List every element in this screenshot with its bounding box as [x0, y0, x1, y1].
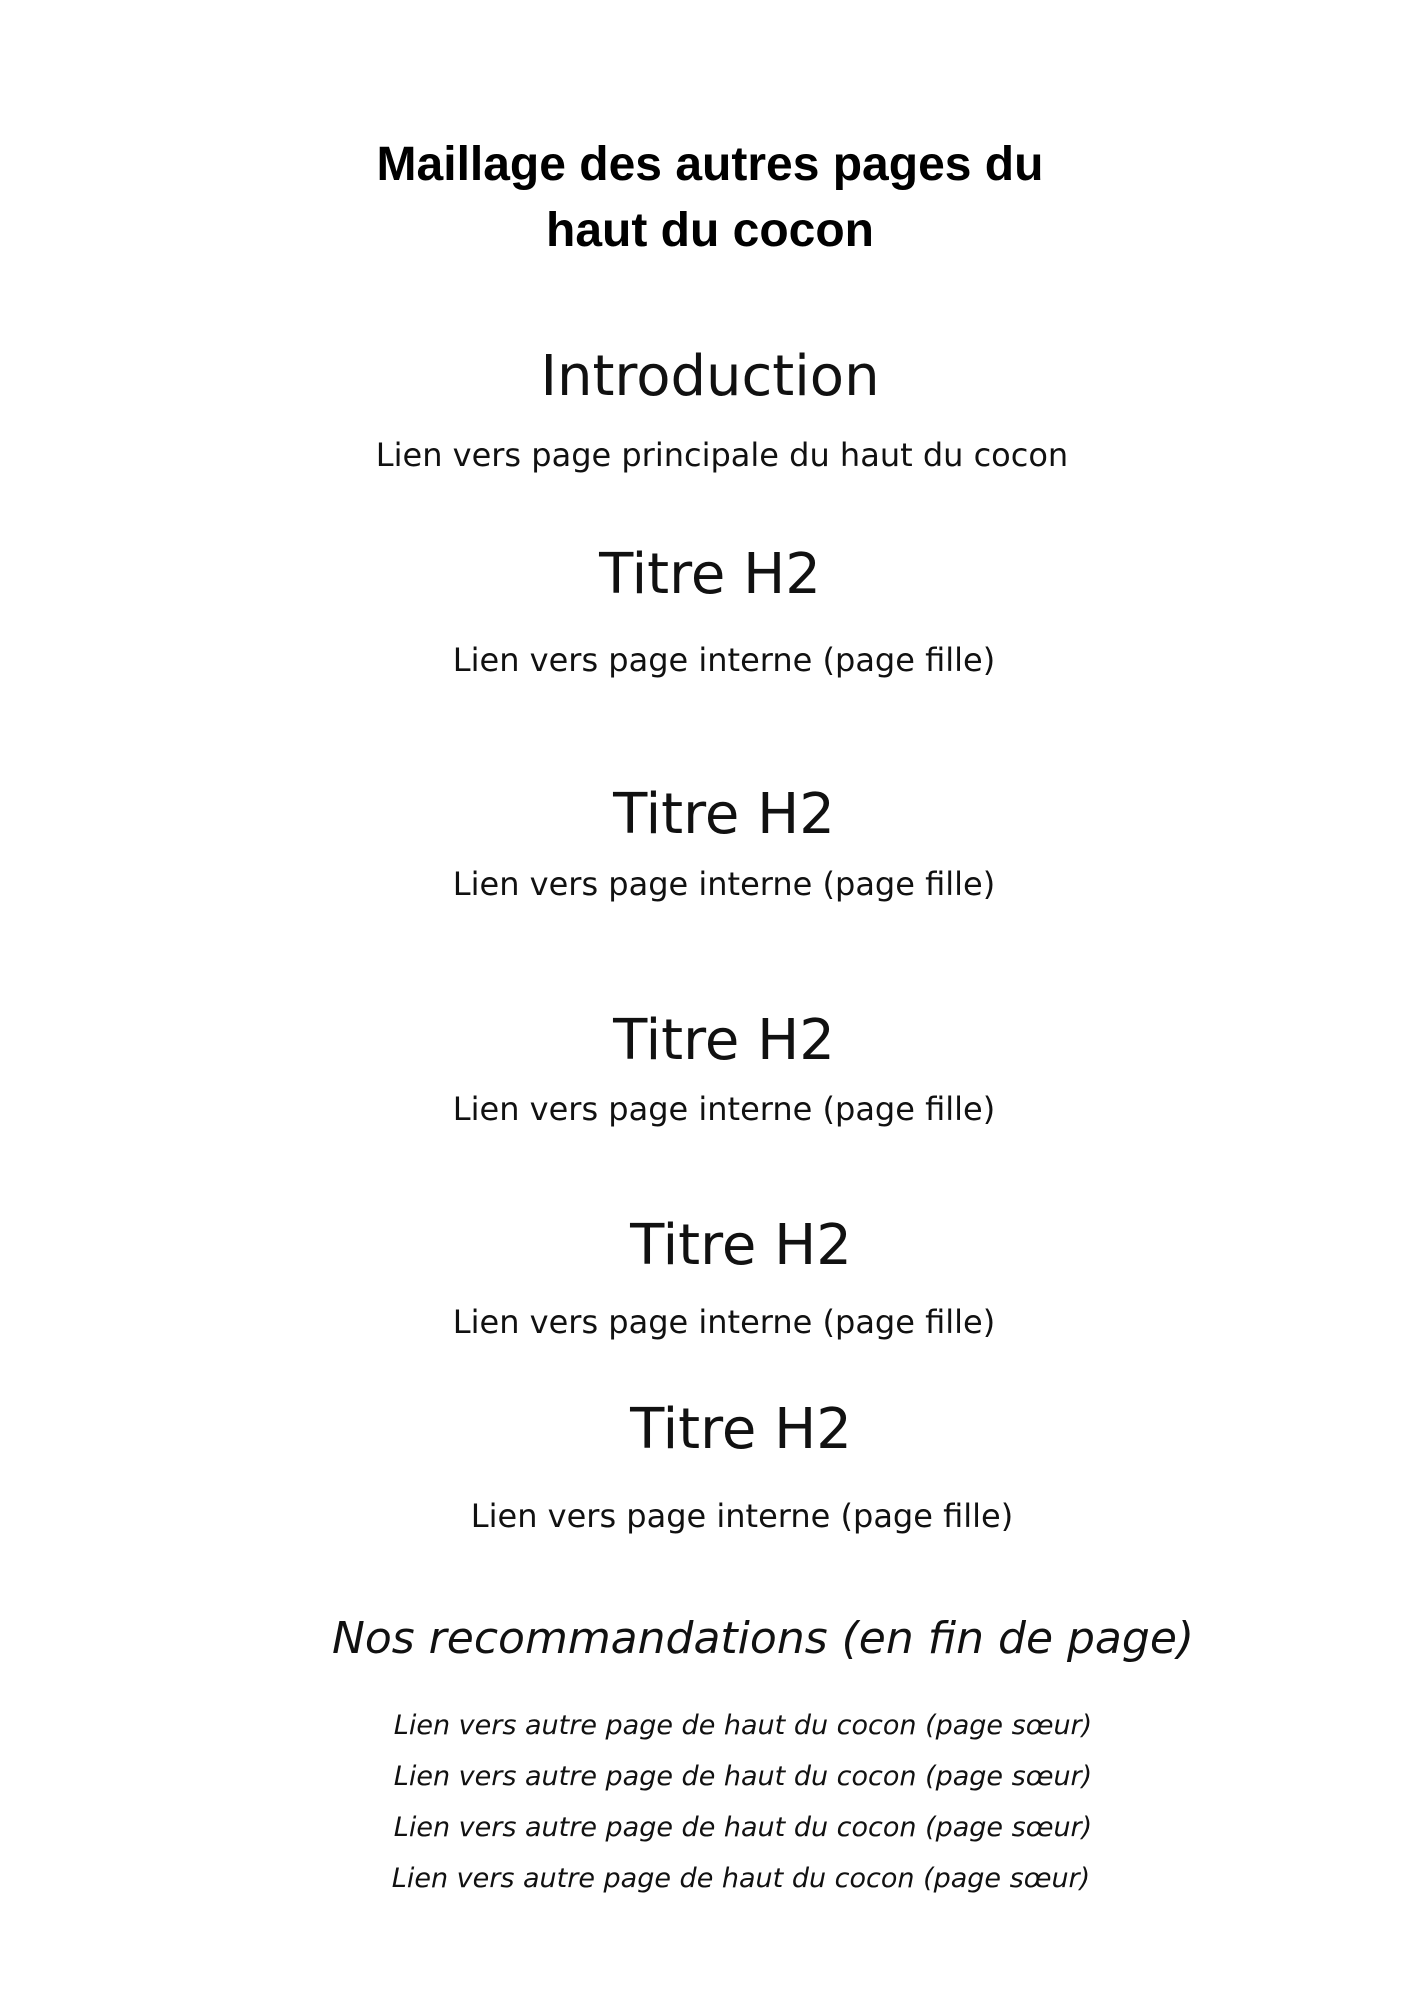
section-3-heading: Titre H2	[613, 1008, 835, 1073]
section-1-link[interactable]: Lien vers page interne (page fille)	[452, 641, 996, 679]
section-2-link[interactable]: Lien vers page interne (page fille)	[452, 865, 996, 903]
recommendation-link-2[interactable]: Lien vers autre page de haut du cocon (page sœur)	[393, 1761, 1093, 1792]
section-5-heading: Titre H2	[630, 1397, 852, 1462]
section-3-link[interactable]: Lien vers page interne (page fille)	[452, 1090, 996, 1128]
page-title: Maillage des autres pages du haut du cocon	[376, 138, 1044, 257]
recommendation-link-4[interactable]: Lien vers autre page de haut du cocon (page sœur)	[391, 1863, 1091, 1894]
introduction-link[interactable]: Lien vers page principale du haut du cocon	[375, 436, 1069, 474]
recommendation-link-3[interactable]: Lien vers autre page de haut du cocon (page sœur)	[393, 1812, 1093, 1843]
section-4-link[interactable]: Lien vers page interne (page fille)	[452, 1303, 996, 1341]
recommendations-heading: Nos recommandations (en fin de page)	[331, 1613, 1195, 1664]
section-5-link[interactable]: Lien vers page interne (page fille)	[470, 1497, 1014, 1535]
section-4-heading: Titre H2	[630, 1213, 852, 1278]
recommendation-link-1[interactable]: Lien vers autre page de haut du cocon (page sœur)	[393, 1710, 1093, 1741]
section-1-heading: Titre H2	[599, 542, 821, 607]
section-2-heading: Titre H2	[613, 782, 835, 847]
introduction-heading: Introduction	[540, 344, 880, 409]
